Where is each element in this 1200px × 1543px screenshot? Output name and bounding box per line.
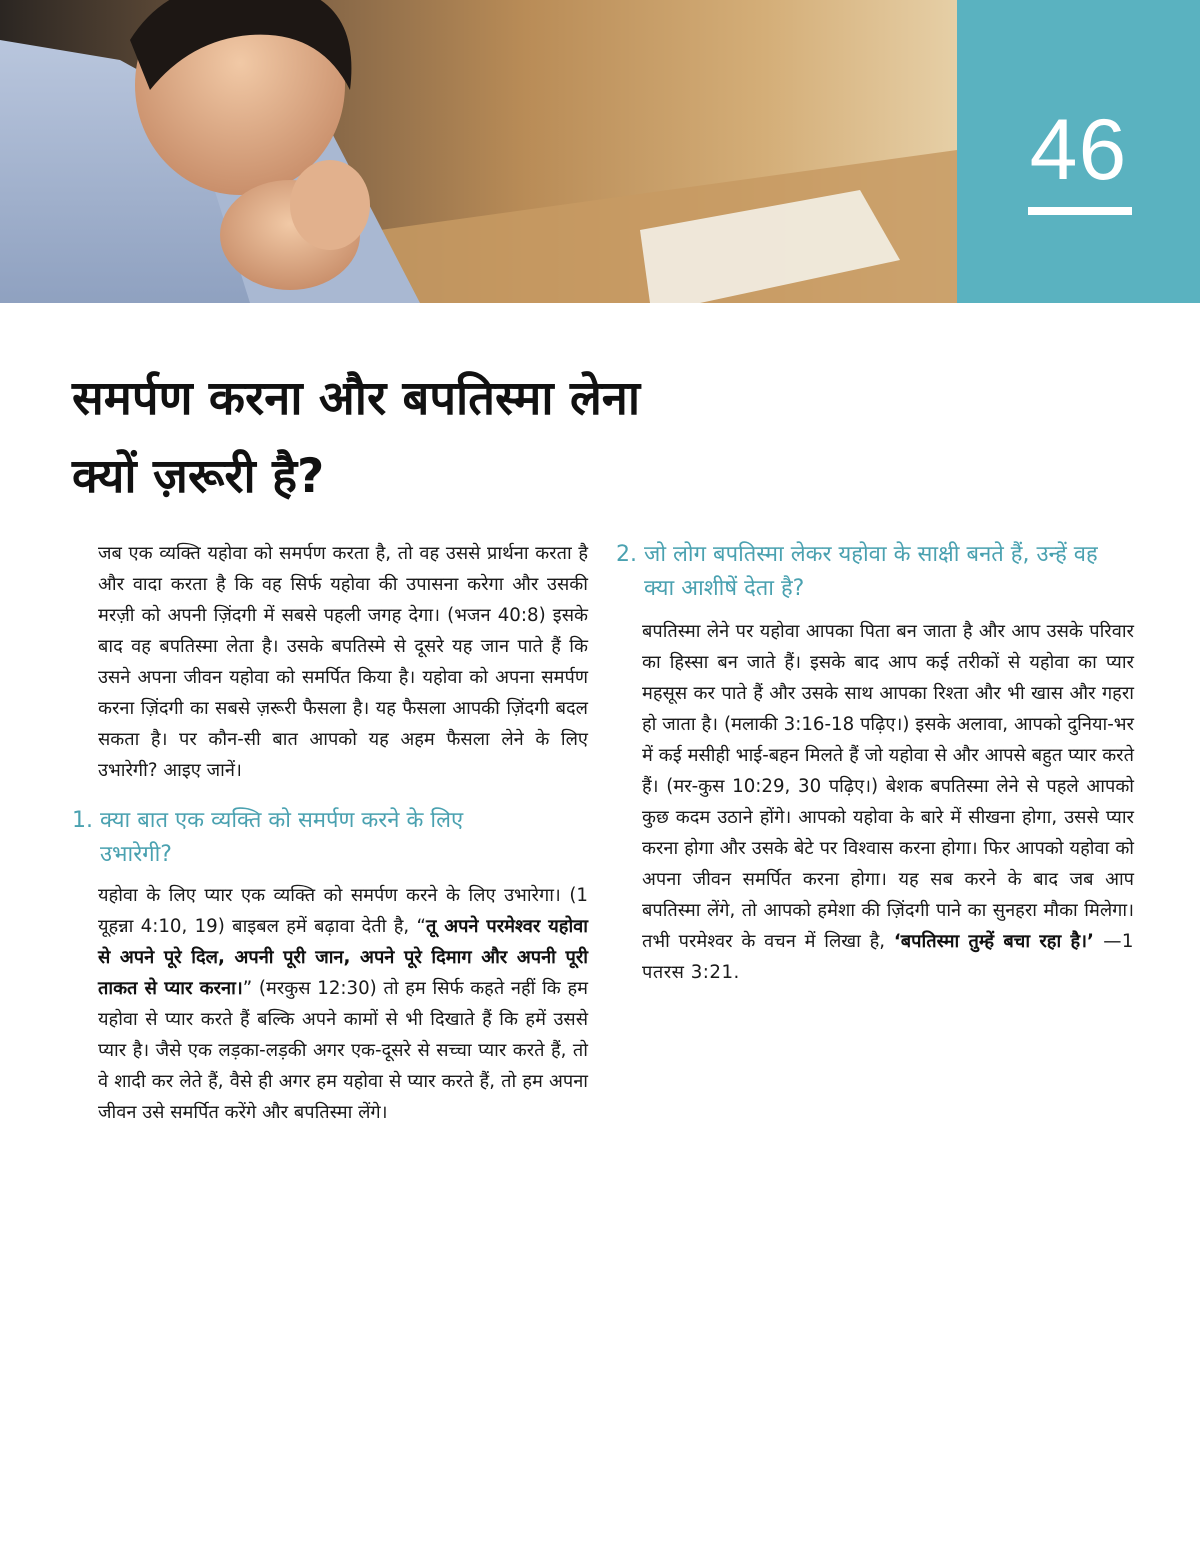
- section-2-paragraph: [642, 616, 1134, 988]
- question-1-text: क्या बात एक व्यक्ति को समर्पण करने के लिए उभारेगी?: [100, 808, 464, 867]
- section-2-scripture-quote: ‘बपतिस्मा तुम्हें बचा रहा है।’: [893, 931, 1094, 952]
- page-title: [72, 360, 872, 516]
- page-title-line-2: क्यों ज़रूरी है?: [72, 449, 325, 504]
- section-1-text-a: यहोवा के लिए प्यार एक व्यक्ति को समर्पण करने के लिए उभारेगा। (1 यूहन्ना 4:10, 19) बाइबल हमें बढ़ावा देती है, “: [98, 885, 588, 937]
- question-1: [72, 804, 588, 872]
- section-1-scripture-quote: तू अपने परमेश्वर यहोवा से अपने पूरे दिल, अपनी पूरी जान, अपने पूरे दिमाग और अपनी पूरी ताकत से प्यार करना।: [98, 916, 588, 999]
- intro-paragraph: जब एक व्यक्ति यहोवा को समर्पण करता है, तो वह उससे प्रार्थना करता है और वादा करता है कि वह सिर्फ यहोवा की उपासना करेगा और उसकी मरज़ी को अपनी ज़िंदगी में सबसे पहली जगह देगा। (भजन 40:8) इसके बाद वह बपतिस्मा लेता है। उसके बपतिस्मे से दूसरे यह जान पाते हैं कि उसने अपना जीवन यहोवा को समर्पित किया है। यहोवा को अपना समर्पण करना ज़िंदगी का सबसे ज़रूरी फैसला है। यह फैसला आपकी ज़िंदगी बदल सकता है। पर कौन-सी बात आपको यह अहम फैसला लेने के लिए उभारेगी? आइए जानें।: [98, 543, 588, 781]
- page-title-line-1: समर्पण करना और बपतिस्मा लेना: [72, 371, 641, 426]
- section-2-scripture-reference: —1 पतरस 3:21.: [642, 931, 1134, 983]
- lesson-number-box: [957, 0, 1200, 303]
- section-1-text-b: ” (मरकुस 12:30) तो हम सिर्फ कहते नहीं कि हम यहोवा से प्यार करते हैं बल्कि अपने कामों से भी दिखाते हैं कि हमें उससे प्यार है। जैसे एक लड़का-लड़की अगर एक-दूसरे से सच्चा प्यार करते हैं, तो वे शादी कर लेते हैं, वैसे ही अगर हम यहोवा से प्यार करते हैं, तो हम अपना जीवन उसे समर्पित करेंगे और बपतिस्मा लेंगे।: [98, 978, 588, 1123]
- question-2: [616, 538, 1134, 606]
- section-1-paragraph: [98, 880, 588, 1128]
- question-1-number: 1.: [72, 808, 93, 833]
- section-2-text-a: बपतिस्मा लेने पर यहोवा आपका पिता बन जाता है और आप उसके परिवार का हिस्सा बन जाते हैं। इसके बाद आप कई तरीकों से यहोवा का प्यार महसूस कर पाते हैं और उसके साथ आपका रिश्ता और भी खास और गहरा हो जाता है। (मलाकी 3:16-18 पढ़िए।) इसके अलावा, आपको दुनिया-भर में कई मसीही भाई-बहन मिलते हैं जो यहोवा से और आपसे बहुत प्यार करते हैं। (मर-कुस 10:29, 30 पढ़िए।) बेशक बपतिस्मा लेने से पहले आपको कुछ कदम उठाने होंगे। आपको यहोवा के बारे में सीखना होगा, उससे प्यार करना होगा और उसके बेटे पर विश्वास करना होगा। फिर आपको यहोवा को अपना जीवन समर्पित करना होगा। यह सब करने के बाद जब आप बपतिस्मा लेंगे, तो आपको हमेशा की ज़िंदगी पाने का सुनहरा मौका मिलेगा। तभी परमेश्वर के वचन में लिखा है,: [642, 621, 1134, 952]
- right-column: [616, 538, 1134, 988]
- hero-illustration: [0, 0, 957, 303]
- question-2-number: 2.: [616, 542, 637, 567]
- question-2-text: जो लोग बपतिस्मा लेकर यहोवा के साक्षी बनते हैं, उन्हें वह क्या आशीषें देता है?: [644, 542, 1098, 601]
- lesson-number-underline: [1028, 207, 1132, 215]
- left-column: [72, 538, 588, 1128]
- hero-photo: [0, 0, 957, 303]
- lesson-number: 46: [1029, 102, 1128, 198]
